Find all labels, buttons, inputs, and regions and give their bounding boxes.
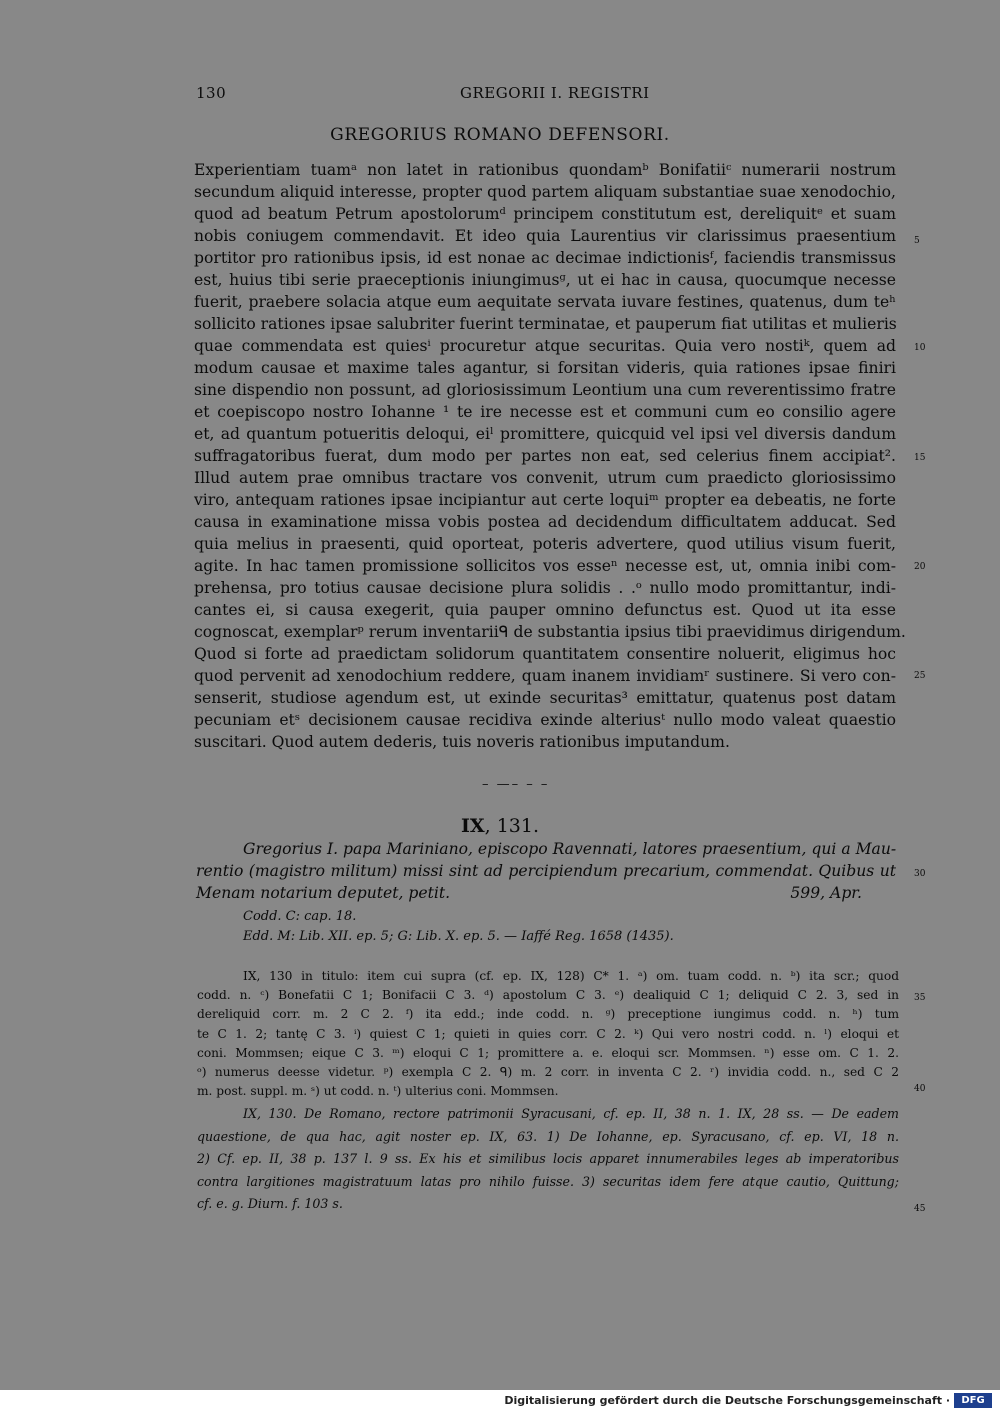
running-title: GREGORII I. REGISTRI [460,84,650,102]
entry-letter-number: , 131. [484,815,540,837]
apparatus-line: te C 1. 2; tantę C 3. ⁱ) quiest C 1; quieti in quies corr. C 2. ᵏ) Qui vero nostri codd. n. ˡ) eloqui et [197,1026,899,1041]
text-line: sollicito rationes ipsae salubriter fuerint terminatae, et pauperum fiat utilitas et mulieris [194,315,897,333]
apparatus-line: IX, 130 in titulo: item cui supra (cf. ep. IX, 128) C* 1. ᵃ) om. tuam codd. n. ᵇ) ita scr.; quod [243,969,899,983]
text-line: quae commendata est quiesⁱ procuretur atque securitas. Quia vero nostiᵏ, quem ad [194,337,896,355]
text-line: fuerit, praebere solacia atque eum aequitate servata iuvare festines, quatenus, dum teʰ [194,293,896,311]
summary-line: rentio (magistro militum) missi sint ad percipiendum precarium, commendat. Quibus ut [196,862,896,880]
text-line: quod ad beatum Petrum apostolorumᵈ principem constitutum est, dereliquitᵉ et suam [194,205,896,223]
text-line: senserit, studiose agendum est, ut exinde securitas³ emittatur, quatenus post datam [194,689,896,707]
page-number: 130 [196,84,227,102]
critical-apparatus [197,967,899,1101]
text-line: Experientiam tuamᵃ non latet in rationibus quondamᵇ Bonifatiiᶜ numerarii nostrum [194,161,896,179]
commentary-notes [197,1103,899,1216]
text-line: sine dispendio non possunt, ad gloriosissimum Leontium una cum reverentissimo fratre [194,381,896,399]
margin-line-number: 10 [914,343,926,353]
codices-line: Codd. C: cap. 18. [243,909,357,924]
commentary-line: contra largitiones magistratuum latas pro nihilo fuisse. 3) securitas idem fere atque cautio, Quittung; [197,1173,899,1189]
credit-text: Digitalisierung gefördert durch die Deutsche Forschungsgemeinschaft · [504,1394,950,1407]
apparatus-line: coni. Mommsen; eique C 3. ᵐ) eloqui C 1; promittere a. e. eloqui scr. Mommsen. ⁿ) esse om. C 1. 2. [197,1045,899,1060]
text-line: secundum aliquid interesse, propter quod partem aliquam substantiae suae xenodochio, [194,183,896,201]
text-line: pecuniam etˢ decisionem causae recidiva exinde alteriusᵗ nullo modo valeat quaestio [194,711,896,729]
text-line: nobis coniugem commendavit. Et ideo quia Laurentius vir clarissimus praesentium [194,227,896,245]
text-line: agite. In hac tamen promissione sollicitos vos esseⁿ necesse est, ut, omnia inibi com- [194,557,896,575]
entry-heading [0,815,1000,837]
text-line: suscitari. Quod autem dederis, tuis noveris rationibus imputandum. [194,733,730,751]
apparatus-line: m. post. suppl. m. ˢ) ut codd. n. ᵗ) ulterius coni. Mommsen. [197,1084,559,1099]
text-line: modum causae et maxime tales agantur, si forsitan videris, quia rationes ipsae finiri [194,359,896,377]
summary-line: Gregorius I. papa Mariniano, episcopo Ravennati, latores praesentium, qui a Mau- [243,840,897,858]
margin-line-number: 15 [914,453,926,463]
text-line: Quod si forte ad praedictam solidorum quantitatem consentire noluerit, eligimus hoc [194,645,896,663]
digitization-credit-bar [0,1390,1000,1412]
text-line: cognoscat, exemplarᵖ rerum inventariiᑫ de substantia ipsius tibi praevidimus dirigendum. [194,623,906,641]
margin-line-number: 45 [914,1204,926,1214]
text-line: et coepiscopo nostro Iohanne ¹ te ire necesse est et communi cum eo consilio agere [194,403,896,421]
section-separator: – —– – – [482,777,550,792]
margin-line-number: 20 [914,562,926,572]
text-line: quod pervenit ad xenodochium reddere, quam inanem invidiamʳ sustinere. Si vero con- [194,667,896,685]
text-line: cantes ei, si causa exegerit, quia pauper omnino defunctus est. Quod ut ita esse [194,601,896,619]
margin-line-number: 25 [914,671,926,681]
summary-line [196,882,896,904]
text-line: prehensa, pro totius causae decisione plura solidis . .ᵒ nullo modo promittantur, indi- [194,579,896,597]
text-line: est, huius tibi serie praeceptionis iniungimusᵍ, ut ei hac in causa, quocumque necesse [194,271,896,289]
text-line: Illud autem prae omnibus tractare vos convenit, utrum cum praedicto gloriosissimo [194,469,896,487]
letter-title: GREGORIUS ROMANO DEFENSORI. [330,125,670,145]
text-line: suffragatoribus fuerat, dum modo per partes non eat, sed celerius finem accipiat². [194,447,896,465]
text-line: quia melius in praesenti, quid oporteat, poteris advertere, quod utilius visum fuerit, [194,535,896,553]
editions-line: Edd. M: Lib. XII. ep. 5; G: Lib. X. ep. 5. — Iaffé Reg. 1658 (1435). [243,929,674,944]
entry-date: 599, Apr. [790,884,862,902]
commentary-line: 2) Cf. ep. II, 38 p. 137 l. 9 ss. Ex his et similibus locis apparet innumerabiles leges ab imperatoribus [197,1151,899,1166]
dfg-logo[interactable]: DFG [954,1393,992,1408]
text-line: viro, antequam rationes ipsae incipiantur aut certe loquiᵐ propter ea debeatis, ne forte [194,491,896,509]
apparatus-line: dereliquid corr. m. 2 C 2. ᶠ) ita edd.; inde codd. n. ᵍ) preceptione iungimus codd. n. ʰ) tum [197,1007,899,1022]
text-line: et, ad quantum potueritis deloqui, eiˡ promittere, quicquid vel ipsi vel diversis dandum [194,425,896,443]
margin-line-number: 5 [914,236,920,246]
margin-line-number: 30 [914,869,926,879]
entry-summary [196,838,896,904]
commentary-line: quaestione, de qua hac, agit noster ep. IX, 63. 1) De Iohanne, ep. Syracusano, cf. ep. VI, 18 n. [197,1128,899,1144]
text-line: causa in examinatione missa vobis postea ad decidendum difficultatem adducat. Sed [194,513,896,531]
entry-book-number: IX [460,815,485,837]
summary-text: Menam notarium deputet, petit. [196,884,451,902]
commentary-line: IX, 130. De Romano, rectore patrimonii Syracusani, cf. ep. II, 38 n. 1. IX, 28 ss. — De eadem [243,1106,899,1121]
letter-body [194,159,906,753]
margin-line-number: 35 [914,993,926,1003]
commentary-line: cf. e. g. Diurn. f. 103 s. [197,1196,343,1211]
text-line: portitor pro rationibus ipsis, id est nonae ac decimae indictionisᶠ, faciendis transmissus [194,249,896,267]
apparatus-line: codd. n. ᶜ) Bonefatii C 1; Bonifacii C 3. ᵈ) apostolum C 3. ᵉ) dealiquid C 1; deliquid C 2. 3, sed in [197,988,899,1003]
margin-line-number: 40 [914,1084,926,1094]
apparatus-line: ᵒ) numerus deesse videtur. ᵖ) exempla C 2. ᑫ) m. 2 corr. in inventa C 2. ʳ) invidia codd. n., sed C 2 [197,1064,899,1079]
